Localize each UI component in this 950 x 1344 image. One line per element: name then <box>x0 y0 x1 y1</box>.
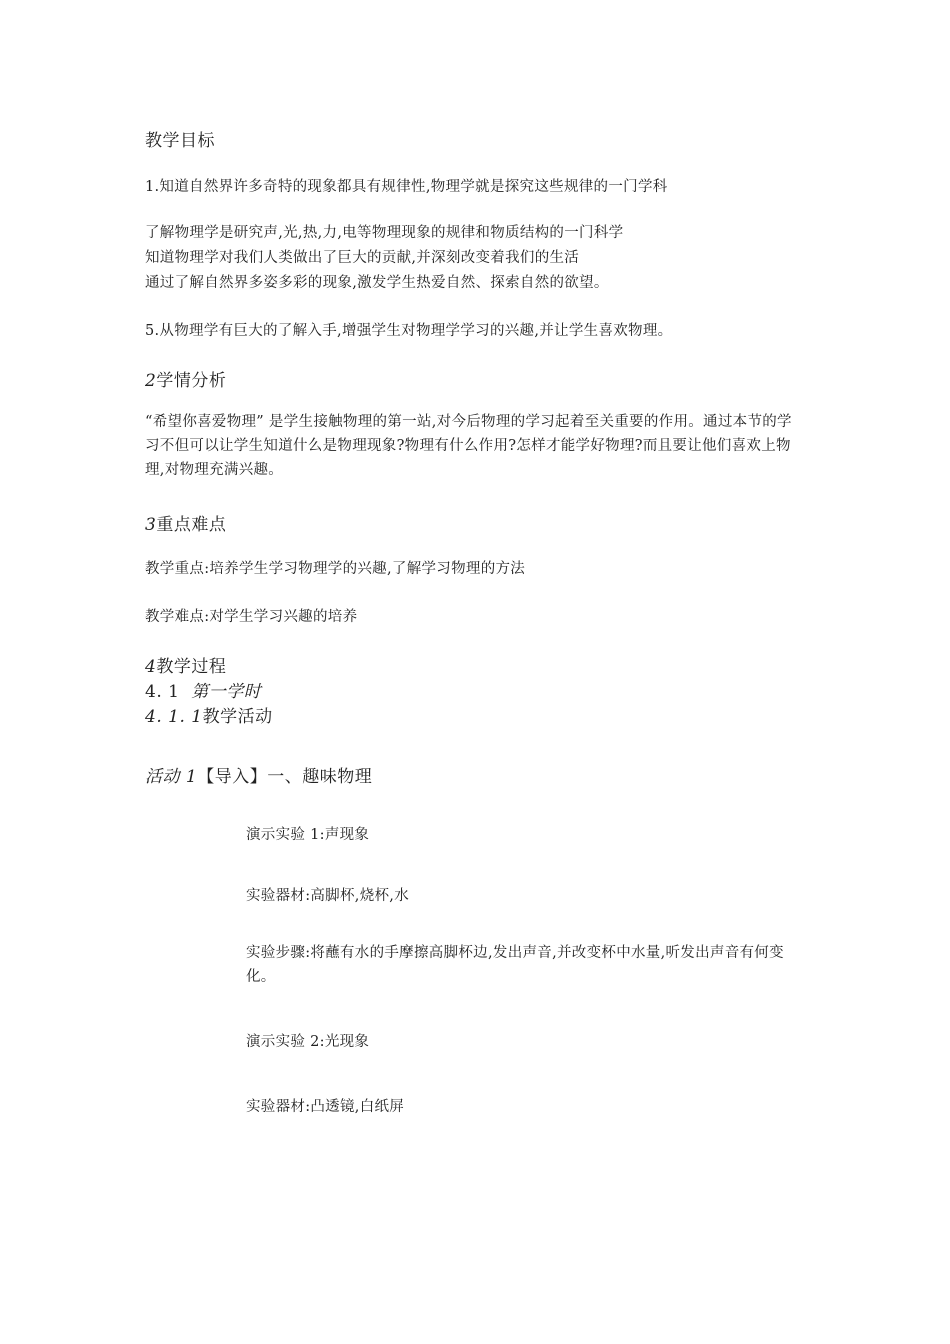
analysis-heading <box>145 366 226 391</box>
equipment-2: 实验器材:凸透镜,白纸屏 <box>246 1099 405 1115</box>
goal-item-4: 通过了解自然界多姿多彩的现象,激发学生热爱自然、探索自然的欲望。 <box>145 275 609 291</box>
goal-item-1: 1.知道自然界许多奇特的现象都具有规律性,物理学就是探究这些规律的一门学科 <box>145 179 668 195</box>
demo-experiment-2: 演示实验 2:光现象 <box>246 1034 370 1050</box>
subsection-4-1-1-number: 4. 1. 1 <box>145 707 203 727</box>
analysis-number: 2 <box>145 371 157 391</box>
subsection-4-1-title: 第一学时 <box>191 682 262 702</box>
analysis-title: 学情分析 <box>156 371 227 391</box>
key-title: 重点难点 <box>156 515 227 535</box>
steps-1: 实验步骤:将蘸有水的手摩擦高脚杯边,发出声音,并改变杯中水量,听发出声音有何变化。 <box>246 945 784 985</box>
activity-label: 活动 1 <box>145 767 198 787</box>
process-title: 教学过程 <box>156 657 227 677</box>
activity-title: 【导入】一、趣味物理 <box>197 767 373 787</box>
process-number: 4 <box>145 657 157 677</box>
subsection-4-1-number: 4. 1 <box>145 682 180 702</box>
process-heading <box>145 652 226 677</box>
subsection-4-1-1 <box>145 702 273 727</box>
goal-item-3: 知道物理学对我们人类做出了巨大的贡献,并深刻改变着我们的生活 <box>145 250 580 266</box>
difficult-point: 教学难点:对学生学习兴趣的培养 <box>145 609 358 625</box>
subsection-4-1 <box>145 677 261 702</box>
goal-item-5: 5.从物理学有巨大的了解入手,增强学生对物理学学习的兴趣,并让学生喜欢物理。 <box>145 323 673 339</box>
subsection-4-1-1-title: 教学活动 <box>202 707 273 727</box>
demo-experiment-1: 演示实验 1:声现象 <box>246 827 370 843</box>
key-number: 3 <box>145 515 157 535</box>
goals-heading: 教学目标 <box>145 131 215 151</box>
equipment-1: 实验器材:高脚杯,烧杯,水 <box>246 888 410 904</box>
goal-item-2: 了解物理学是研究声,光,热,力,电等物理现象的规律和物质结构的一门科学 <box>145 225 624 241</box>
activity-heading <box>145 762 372 787</box>
key-heading <box>145 510 226 535</box>
analysis-paragraph: “希望你喜爱物理” 是学生接触物理的第一站,对今后物理的学习起着至关重要的作用。通过本节的学习不但可以让学生知道什么是物理现象?物理有什么作用?怎样才能学好物理?而且要让他们喜欢上物理,对物理充满兴趣。 <box>145 414 792 478</box>
key-point: 教学重点:培养学生学习物理学的兴趣,了解学习物理的方法 <box>145 561 526 577</box>
